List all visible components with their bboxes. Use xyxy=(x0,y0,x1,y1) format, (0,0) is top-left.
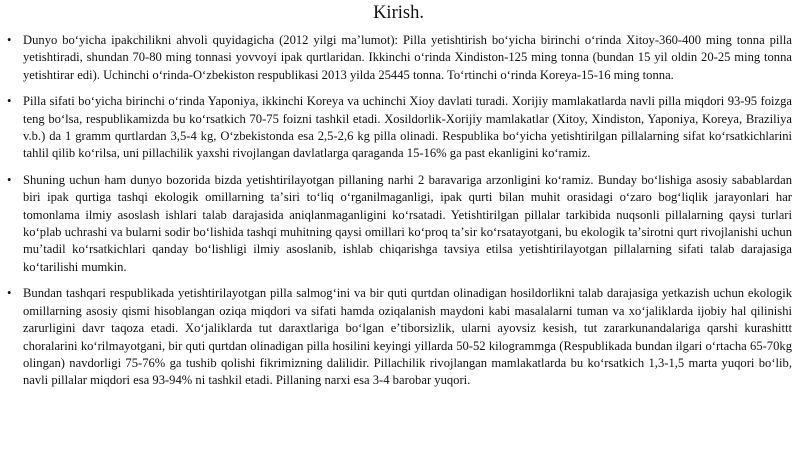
bullet-icon: • xyxy=(7,286,12,301)
bullet-text-3: Shuning uchun ham dunyo bozorida bizda yetishtirilayotgan pillaning narhi 2 baravariga arzonligini koʻramiz. Bunday boʻlishiga asosiy sabablardan biri ipak qurtiga tashqi ekologik omillarning taʼsiri toʻliq oʻrganilmaganligi, ipak qurti bilan muhit orasidagi oʻzaro bogʻliqlik jarayonlari har tomonlama ilmiy asoslash ishlari talab darajasida aniqlanmaganligini koʻrsatadi. Yetishtirilgan pillalar tarkibida nuqsonli pillalarning qaysi turlari koʻplab uchrashi va bularni sodir boʻlishida tashqi muhitning qaysi omillari koʻproq taʼsir koʻrsatayotgani, bu ekologik taʼsirotni qurt rivojlanishi uchun muʼtadil koʻrsatkichlari qanday boʻlishligi ilmiy asoslanib, ishlab chiqarishga tavsiya etilsa yetishtirilayotgan pillalarning sifati talab darajasiga koʻtarilishi mumkin. xyxy=(23,172,792,274)
bullet-text-4: Bundan tashqari respublikada yetishtirilayotgan pilla salmogʻini va bir quti qurtdan olinadigan hosildorlikni talab darajasiga yetkazish uchun ekologik omillarning asosiy qismi hisoblangan oziqa miqdori va sifati hamda oziqalanish maydoni kabi masalalarni tuman va xoʻjaliklarda ijobiy hal qilinishi zarurligini davr taqoza etadi. Xoʻjaliklarda tut daraxtlariga boʻlgan eʼtiborsizlik, ularni ayovsiz kesish, tut zararkunandalariga qarshi kurashittt choralarini koʻrilmayotgani, bir quti qurtdan olinadigan pilla hosilini keyingi yillarda 50-52 kilogrammga (Respublikada bundan ilgari oʻrtacha 65-70kg olingan) navdorligi 75-76% ga tushib qolishi fikrimizning dalilidir. Pillachilik rivojlangan mamlakatlarda bu koʻrsatkich 1,3-1,5 marta yuqori boʻlib, navli pillalar miqdori esa 93-94% ni tashkil etadi. Pillaning narxi esa 3-4 barobar yuqori. xyxy=(23,286,792,388)
bullet-text-1: Dunyo boʻyicha ipakchilikni ahvoli quyidagicha (2012 yilgi maʼlumot): Pilla yetishtirish boʻyicha birinchi oʻrinda Xitoy-360-400 ming tonna pilla yetishtiradi, shundan 70-80 ming tonnasi yovvoyi ipak qurtlaridan. Ikkinchi oʻrinda Xindiston-125 ming tonna (bundan 15 yil oldin 20-25 ming tonna yetishtirar edi). Uchinchi oʻrinda-Oʻzbekiston respublikasi 2013 yilda 25445 tonna. Toʻrtinchi oʻrinda Koreya-15-16 ming tonna. xyxy=(23,33,792,82)
bullet-icon: • xyxy=(7,172,12,187)
slide-title: Kirish. xyxy=(373,3,424,23)
bullet-text-2: Pilla sifati boʻyicha birinchi oʻrinda Yaponiya, ikkinchi Koreya va uchinchi Xioy davlati turadi. Xorijiy mamlakatlarda navli pilla miqdori 93-95 foizga teng boʻlsa, respublikamizda bu koʻrsatkich 70-75 foizni tashkil etadi. Xosildorlik-Xorijiy mamlakatlar (Xitoy, Xindiston, Yaponiya, Koreya, Braziliya v.b.) da 1 gramm qurtlardan 3,5-4 kg, Oʻzbekistonda esa 2,5-2,6 kg pilla olinadi. Respublika boʻyicha yetishtirilgan pillalarning sifat koʻrsatkichlarini tahlil qilib koʻrilsa, uni pillachilik yaxshi rivojlangan davlatlarga qaraganda 15-16% ga past ekanligini koʻramiz. xyxy=(23,94,792,161)
bullet-list xyxy=(5,32,792,390)
bullet-item-1 xyxy=(5,32,792,84)
bullet-item-2 xyxy=(5,93,792,163)
bullet-item-4 xyxy=(5,285,792,389)
bullet-icon: • xyxy=(7,94,12,109)
bullet-icon: • xyxy=(7,33,12,47)
bullet-item-3 xyxy=(5,172,792,276)
